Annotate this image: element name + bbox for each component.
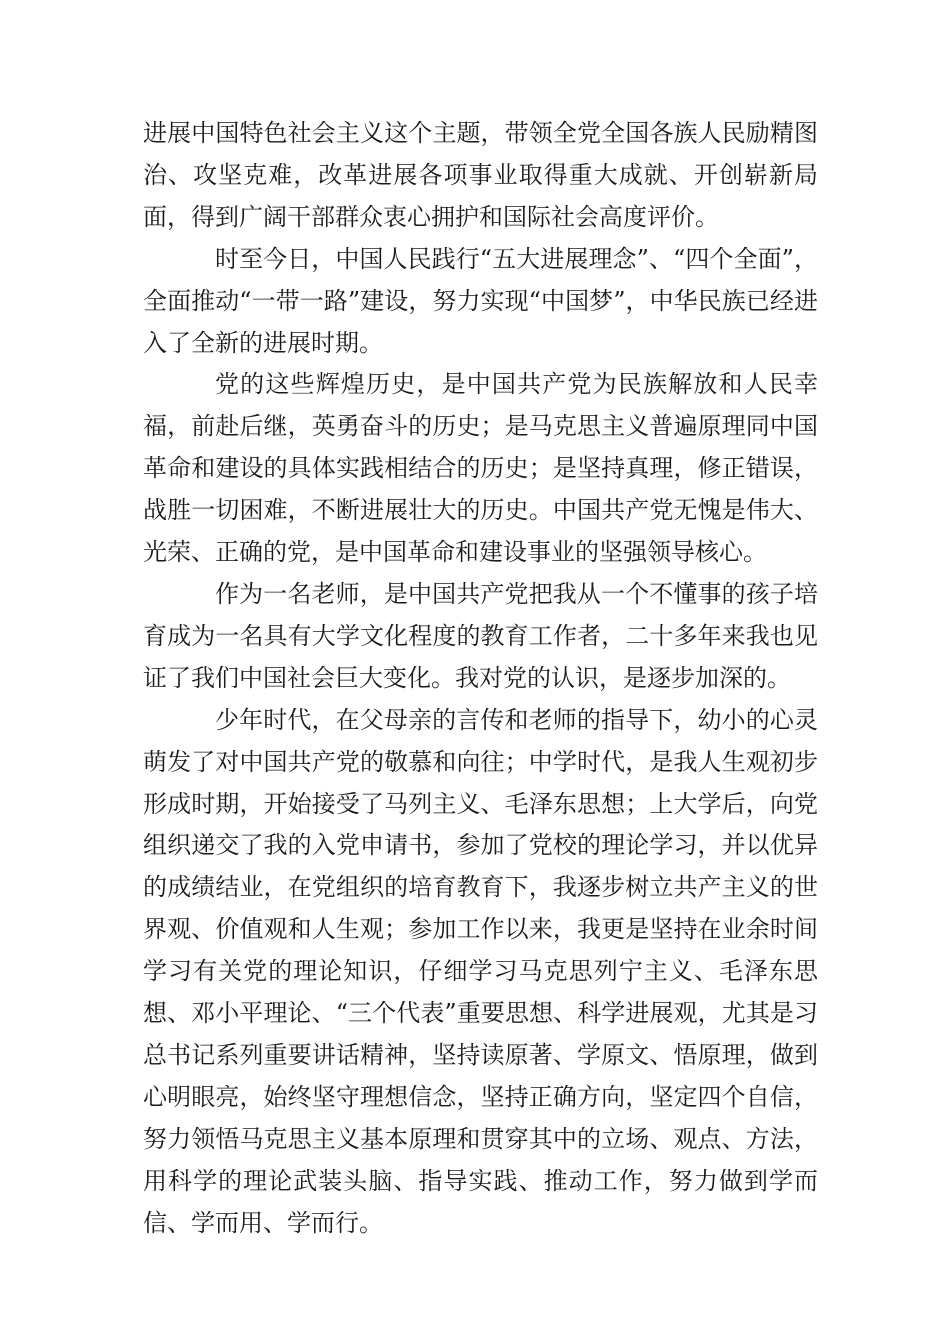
paragraph-party-history: 党的这些辉煌历史，是中国共产党为民族解放和人民幸福，前赴后继，英勇奋斗的历史；是马克思主义普遍原理同中国革命和建设的具体实践相结合的历史；是坚持真理，修正错误，战胜一切困难，不断进展壮大的历史。中国共产党无愧是伟大、光荣、正确的党，是中国革命和建设事业的坚强领导核心。 [143, 370, 818, 567]
paragraph-development-era: 时至今日，中国人民践行“五大进展理念”、“四个全面”，全面推动“一带一路”建设，努力实现“中国梦”，中华民族已经进入了全新的进展时期。 [143, 244, 818, 357]
paragraph-personal-growth: 少年时代，在父母亲的言传和老师的指导下，幼小的心灵萌发了对中国共产党的敬慕和向往；中学时代，是我人生观初步形成时期，开始接受了马列主义、毛泽东思想；上大学后，向党组织递交了我的入党申请书，参加了党校的理论学习，并以优异的成绩结业，在党组织的培育教育下，我逐步树立共产主义的世界观、价值观和人生观；参加工作以来，我更是坚持在业余时间学习有关党的理论知识，仔细学习马克思列宁主义、毛泽东思想、邓小平理论、“三个代表”重要思想、科学进展观，尤其是习总书记系列重要讲话精神，坚持读原著、学原文、悟原理，做到心明眼亮，始终坚守理想信念，坚持正确方向，坚定四个自信，努力领悟马克思主义基本原理和贯穿其中的立场、观点、方法，用科学的理论武装头脑、指导实践、推动工作，努力做到学而信、学而用、学而行。 [143, 705, 818, 1237]
paragraph-continuation: 进展中国特色社会主义这个主题，带领全党全国各族人民励精图治、攻坚克难，改革进展各项事业取得重大成就、开创崭新局面，得到广阔干部群众衷心拥护和国际社会高度评价。 [143, 119, 818, 231]
paragraph-teacher-identity: 作为一名老师，是中国共产党把我从一个不懂事的孩子培育成为一名具有大学文化程度的教育工作者，二十多年来我也见证了我们中国社会巨大变化。我对党的认识，是逐步加深的。 [143, 579, 818, 692]
document-body [143, 113, 818, 1244]
